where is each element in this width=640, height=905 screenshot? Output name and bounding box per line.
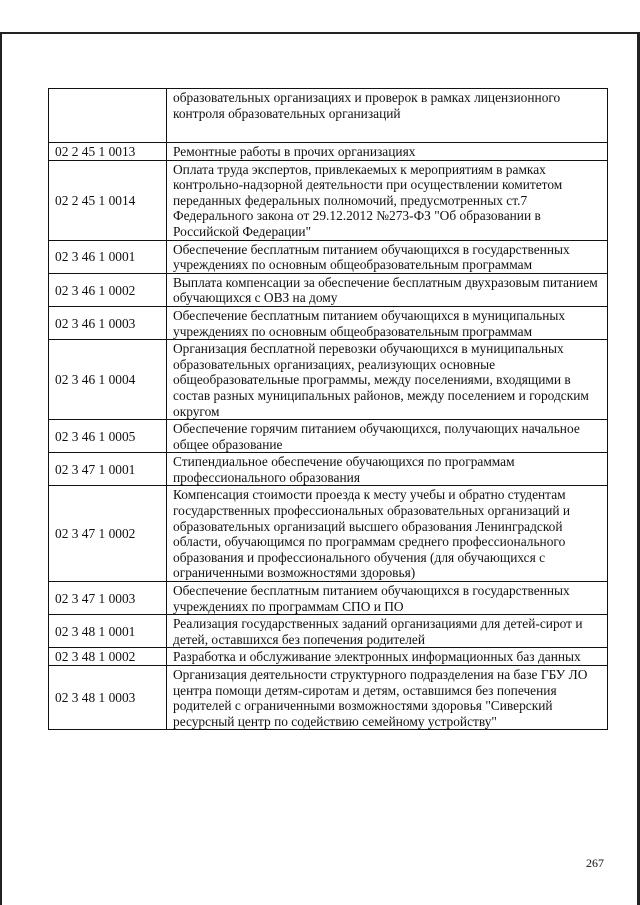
table-row	[49, 420, 608, 453]
code-cell: 02 3 46 1 0004	[49, 340, 167, 420]
description-cell: Обеспечение бесплатным питанием обучающихся в муниципальных учреждениях по основным общеобразовательным программам	[167, 306, 608, 339]
table-row	[49, 240, 608, 273]
code-cell: 02 2 45 1 0014	[49, 160, 167, 240]
description-cell: образовательных организациях и проверок в рамках лицензионного контроля образовательных организаций	[167, 89, 608, 143]
code-cell: 02 3 46 1 0002	[49, 273, 167, 306]
description-cell: Ремонтные работы в прочих организациях	[167, 143, 608, 161]
code-cell: 02 3 47 1 0002	[49, 486, 167, 582]
table-row	[49, 666, 608, 730]
table-row	[49, 648, 608, 666]
description-cell: Обеспечение горячим питанием обучающихся, получающих начальное общее образование	[167, 420, 608, 453]
description-cell: Компенсация стоимости проезда к месту учебы и обратно студентам государственных профессиональных образовательных организаций и образовательных организаций высшего образования Ленинградской области, обучающимся по программам среднего профессионального образования и профессионального обучения (для обучающихся с ограниченными возможностями здоровья)	[167, 486, 608, 582]
description-cell: Разработка и обслуживание электронных информационных баз данных	[167, 648, 608, 666]
budget-codes-table	[48, 88, 608, 730]
table-row	[49, 340, 608, 420]
page-number: 267	[586, 856, 604, 870]
table-row	[49, 486, 608, 582]
table-row	[49, 160, 608, 240]
description-cell: Организация деятельности структурного подразделения на базе ГБУ ЛО центра помощи детям-сиротам и детям, оставшимся без попечения родителей с ограниченными возможностями здоровья "Сиверский ресурсный центр по содействию семейному устройству"	[167, 666, 608, 730]
code-cell: 02 3 47 1 0003	[49, 582, 167, 615]
table-row	[49, 615, 608, 648]
table-row	[49, 143, 608, 161]
page-edge-top	[0, 32, 640, 34]
code-cell: 02 3 46 1 0005	[49, 420, 167, 453]
code-cell	[49, 89, 167, 143]
description-cell: Стипендиальное обеспечение обучающихся по программам профессионального образования	[167, 453, 608, 486]
description-cell: Оплата труда экспертов, привлекаемых к мероприятиям в рамках контрольно-надзорной деятельности при осуществлении комитетом переданных федеральных полномочий, предусмотренных ст.7 Федерального закона от 29.12.2012 №273-ФЗ "Об образовании в Российской Федерации"	[167, 160, 608, 240]
table-row	[49, 582, 608, 615]
code-cell: 02 3 47 1 0001	[49, 453, 167, 486]
table-row	[49, 273, 608, 306]
table-row	[49, 306, 608, 339]
code-cell: 02 3 46 1 0003	[49, 306, 167, 339]
description-cell: Реализация государственных заданий организациями для детей-сирот и детей, оставшихся без попечения родителей	[167, 615, 608, 648]
code-cell: 02 3 48 1 0001	[49, 615, 167, 648]
table-row	[49, 453, 608, 486]
code-cell: 02 3 46 1 0001	[49, 240, 167, 273]
description-cell: Организация бесплатной перевозки обучающихся в муниципальных образовательных организациях, реализующих основные общеобразовательные программы, между поселениями, входящими в состав разных муниципальных районов, между поселением и городским округом	[167, 340, 608, 420]
table-row	[49, 89, 608, 143]
description-cell: Выплата компенсации за обеспечение бесплатным двухразовым питанием обучающихся с ОВЗ на дому	[167, 273, 608, 306]
code-cell: 02 2 45 1 0013	[49, 143, 167, 161]
description-cell: Обеспечение бесплатным питанием обучающихся в государственных учреждениях по программам СПО и ПО	[167, 582, 608, 615]
code-cell: 02 3 48 1 0003	[49, 666, 167, 730]
description-cell: Обеспечение бесплатным питанием обучающихся в государственных учреждениях по основным общеобразовательным программам	[167, 240, 608, 273]
code-cell: 02 3 48 1 0002	[49, 648, 167, 666]
page-edge-left	[0, 32, 2, 905]
